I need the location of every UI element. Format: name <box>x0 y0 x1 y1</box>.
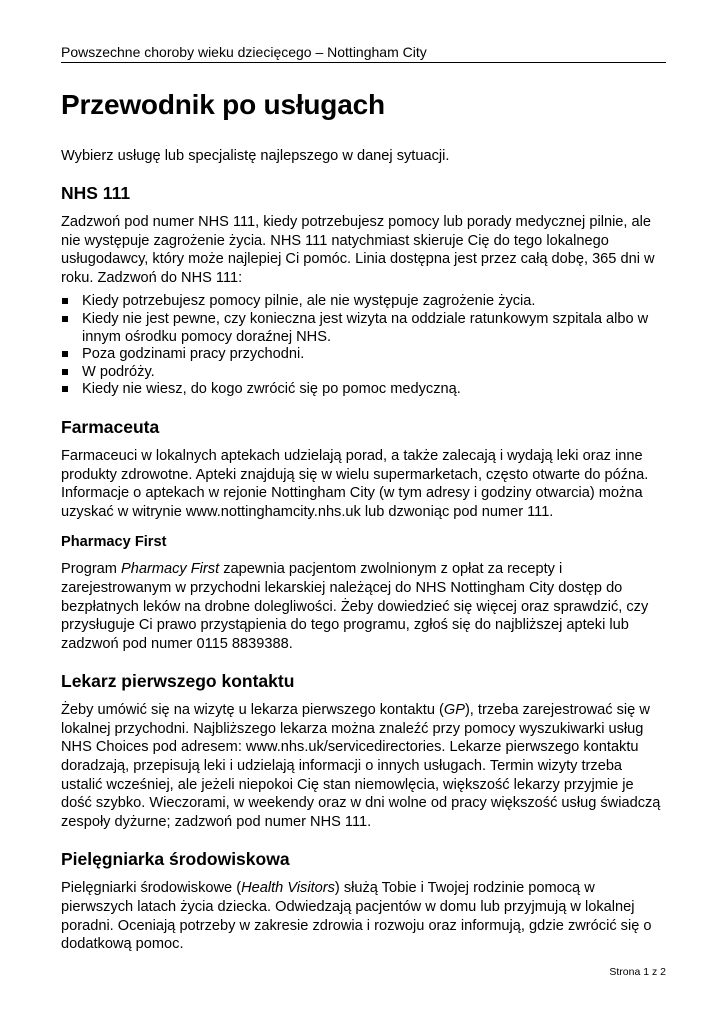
bullet-icon <box>62 351 68 357</box>
bullet-icon <box>62 316 68 322</box>
text-run: ) służą Tobie i Twojej rodzinie pomocą w pierwszych latach życia dziecka. Odwiedzają pacjentów w domu lub przyjmują w lokalnej poradni. Oceniają potrzeby w zakresie zdrowia i rozwoju oraz informują, gdzie zwrócić się o dodatkową pomoc. <box>61 880 652 953</box>
text-run: Program <box>61 561 122 578</box>
bullet-icon <box>62 369 68 375</box>
list-item-text: Poza godzinami pracy przychodni. <box>82 346 305 363</box>
list-item-text: W podróży. <box>82 363 155 380</box>
running-header: Powszechne choroby wieku dziecięcego – Nottingham City <box>61 44 666 63</box>
list-item <box>61 293 666 311</box>
bullet-icon <box>62 386 68 392</box>
section-body-pharmacist: Farmaceuci w lokalnych aptekach udzielają porad, a także zalecają i wydają leki oraz inne produkty zdrowotne. Apteki znajdują się w wielu supermarketach, często otwarte do późna. Informacje o aptekach w rejonie Nottingham City (w tym adresy i godziny otwarcia) można uzyskać w witrynie www.nottinghamcity.nhs.uk lub dzwoniąc pod numer 111. <box>61 447 649 520</box>
text-run: ), trzeba zarejestrować się w lokalnej przychodni. Najbliższego lekarza można znaleźć przy pomocy wyszukiwarki usług NHS Choices pod adresem: www.nhs.uk/servicedirectories. Lekarze pierwszego kontaktu doradzają, przepisują leki i udzielają informacji o innych usługach. Termin wizyty trzeba ustalić wcześniej, ale jeżeli niepokoi Cię stan niemowlęcia, większość lekarzy przyjmie je dość szybko. Wieczorami, w weekendy oraz w dni wolne od pracy większość usług świadczą zespoły dyżurne; zadzwoń pod numer NHS 111. <box>61 702 661 830</box>
intro-paragraph: Wybierz usługę lub specjalistę najlepszego w danej sytuacji. <box>61 148 450 164</box>
section-gp <box>61 670 666 831</box>
list-item <box>61 381 666 399</box>
list-item-text: Kiedy nie wiesz, do kogo zwrócić się po pomoc medyczną. <box>82 381 461 398</box>
section-heading-nhs-111: NHS 111 <box>61 183 131 203</box>
list-item-text: Kiedy nie jest pewne, czy konieczna jest wizyta na oddziale ratunkowym szpitala albo w innym ośrodku pomocy doraźnej NHS. <box>82 310 649 345</box>
text-run: zapewnia pacjentom zwolnionym z opłat za recepty i zarejestrowanym w przychodni lekarskiej należącej do NHS Nottingham City dostęp do bezpłatnych leków na drobne dolegliwości. Żeby dowiedzieć się więcej oraz sprawdzić, czy przysługuje Ci prawo przystąpienia do tego programu, zgłoś się do najbliższej apteki lub zadzwoń pod numer 0115 8839388. <box>61 561 649 652</box>
list-item <box>61 311 666 346</box>
list-item-text: Kiedy potrzebujesz pomocy pilnie, ale nie występuje zagrożenie życia. <box>82 293 536 310</box>
section-health-visitor <box>61 848 666 953</box>
section-heading-pharmacist: Farmaceuta <box>61 416 160 437</box>
subsection-body-pharmacy-first <box>61 560 666 653</box>
section-body-health-visitor <box>61 879 666 953</box>
bullet-icon <box>62 298 68 304</box>
page-number: Strona 1 z 2 <box>609 966 666 978</box>
list-item <box>61 364 666 382</box>
subsection-heading-pharmacy-first: Pharmacy First <box>61 534 167 551</box>
section-nhs-111 <box>61 182 666 399</box>
list-item <box>61 346 666 364</box>
emphasis-text: GP <box>443 702 465 719</box>
section-heading-health-visitor: Pielęgniarka środowiskowa <box>61 849 290 870</box>
section-heading-gp: Lekarz pierwszego kontaktu <box>61 671 295 692</box>
emphasis-text: Health Visitors <box>241 880 335 897</box>
text-run: Pielęgniarki środowiskowe ( <box>61 880 242 897</box>
subsection-pharmacy-first <box>61 533 666 653</box>
nhs-111-bullet-list <box>61 293 666 399</box>
emphasis-text: Pharmacy First <box>121 561 220 578</box>
section-pharmacist <box>61 416 666 653</box>
text-run: Żeby umówić się na wizytę u lekarza pierwszego kontaktu ( <box>61 702 444 719</box>
section-body-nhs-111: Zadzwoń pod numer NHS 111, kiedy potrzebujesz pomocy lub porady medycznej pilnie, ale nie występuje zagrożenie życia. NHS 111 natychmiast skieruje Cię do tego lokalnego usługodawcy, który może najlepiej Ci pomóc. Linia dostępna jest przez całą dobę, 365 dni w roku. Zadzwoń do NHS 111: <box>61 214 655 286</box>
main-content <box>61 182 666 971</box>
section-body-gp <box>61 701 666 831</box>
page-title: Przewodnik po usługach <box>61 89 385 120</box>
